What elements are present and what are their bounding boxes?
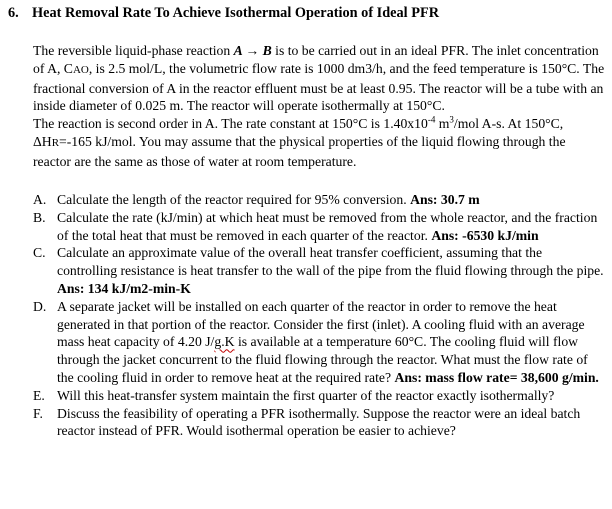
answer-text: Ans: -6530 kJ/min (431, 227, 539, 243)
question-text: A separate jacket will be installed on each quarter of the reactor in order to remove the heat generated in that portion of the reactor. Consider the first (inlet). A cooling fluid with an average mass heat capacity of 4.20 J/ (57, 298, 585, 350)
question-list (33, 191, 605, 440)
answer-text: Ans: 134 kJ/m2-min-K (57, 280, 191, 296)
problem-statement (33, 42, 605, 171)
intro-text: The reaction is second order in A. The rate constant at 150°C is 1.40x10 (33, 116, 428, 132)
question-text: Calculate the length of the reactor required for 95% conversion. (57, 192, 411, 207)
question-item (33, 244, 605, 297)
question-label: D. (33, 298, 47, 314)
delta-h-subscript: R (51, 136, 60, 149)
question-text: Discuss the feasibility of operating a PFR isothermally. Suppose the reactor were an ideal batch reactor instead of PFR. Would isothermal operation be easier to achieve? (57, 405, 581, 439)
reaction-equation: A → B (233, 43, 272, 58)
intro-paragraph-2 (33, 115, 605, 170)
spellcheck-underlined-text: g.K (214, 334, 235, 350)
question-item (33, 209, 605, 245)
cao-subscript: AO (72, 63, 89, 76)
intro-text: , is 2.5 mol/L, the volumetric flow rate is 1000 dm3/h, and the feed temperature is 150°C. The fractional conversion of A in the reactor effluent must be at least 0.95. The reactor will be a tube with an inside diameter of 0.025 m. The reactor will operate isothermally at 150°C. (33, 60, 605, 114)
intro-text: The reversible liquid-phase reaction (33, 43, 234, 58)
question-text: is available at a temperature 60°C. The cooling fluid will flow through the jacket concurrent to the fluid flowing through the reactor. What must the flow rate of the cooling fluid in order to remove heat at the required rate? (57, 334, 588, 385)
question-item (33, 405, 605, 441)
problem-number: 6. (8, 5, 19, 21)
exponent: 3 (449, 114, 454, 125)
question-item (33, 298, 605, 387)
intro-paragraph-1 (33, 42, 605, 115)
intro-text: is to be carried out in an ideal PFR. The inlet concentration of A, C (33, 43, 599, 76)
intro-text: m (435, 116, 450, 132)
question-text: Calculate the rate (kJ/min) at which heat must be removed from the whole reactor, and the fraction of the total heat that must be removed in each quarter of the reactor. (57, 209, 598, 243)
problem-heading (8, 4, 439, 22)
question-text: Will this heat-transfer system maintain the first quarter of the reactor exactly isothermally? (57, 387, 555, 403)
question-label: B. (33, 209, 46, 225)
question-label: E. (33, 387, 45, 403)
question-label: F. (33, 405, 43, 421)
question-label: C. (33, 245, 46, 261)
question-item (33, 191, 605, 209)
answer-text: Ans: 30.7 m (410, 192, 480, 207)
intro-text: /mol A-s. At 150°C, ΔH (33, 116, 564, 149)
question-item (33, 387, 605, 405)
question-text: Calculate an approximate value of the overall heat transfer coefficient, assuming that the controlling resistance is heat transfer to the wall of the pipe from the fluid flowing through the pipe. (57, 245, 604, 279)
intro-text: =-165 kJ/mol. You may assume that the physical properties of the liquid flowing through the reactor are the same as those of water at room temperature. (33, 133, 566, 169)
exponent: -4 (427, 114, 436, 125)
question-label: A. (33, 192, 47, 207)
answer-text: Ans: mass flow rate= 38,600 g/min. (394, 369, 599, 385)
problem-title: Heat Removal Rate To Achieve Isothermal Operation of Ideal PFR (32, 5, 440, 21)
